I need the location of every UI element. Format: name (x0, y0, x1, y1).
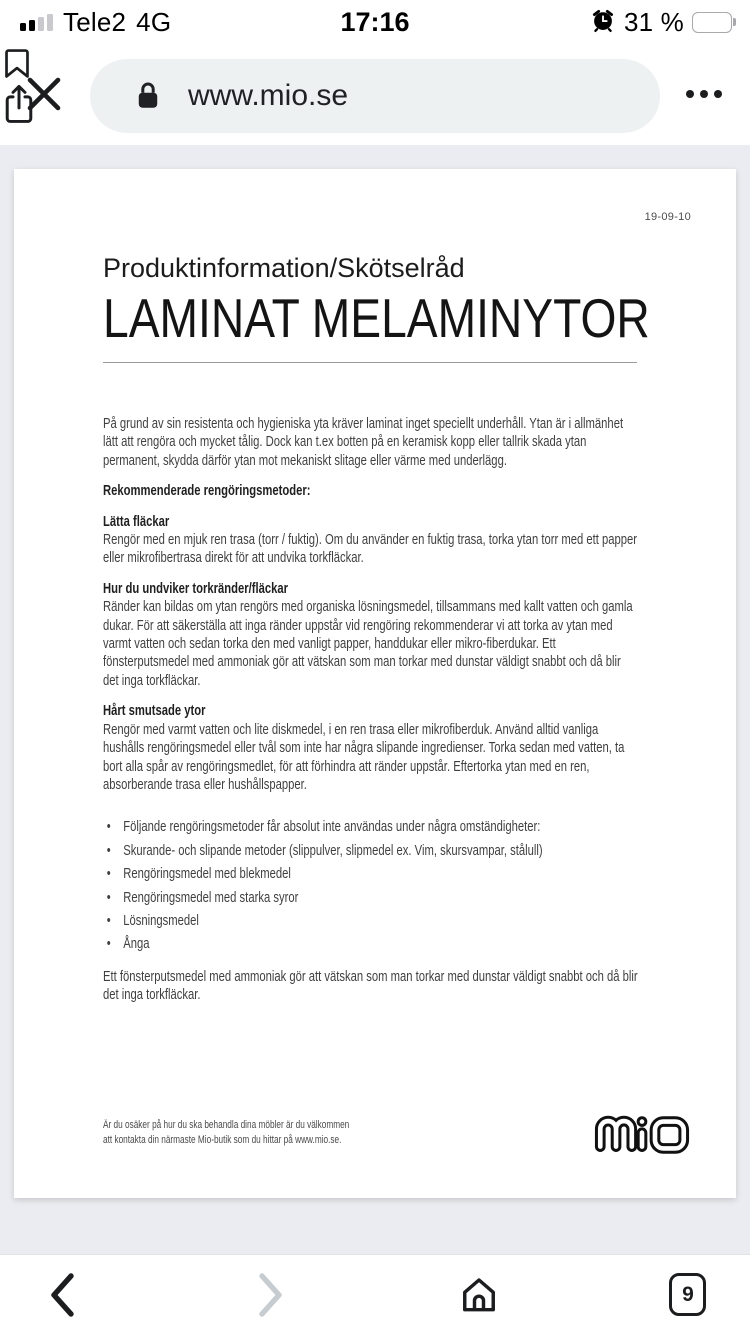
chevron-right-icon (256, 1272, 286, 1318)
recommended-methods-heading: Rekommenderade rengöringsmetoder: (103, 482, 311, 500)
address-bar[interactable] (90, 59, 660, 133)
url-text: www.mio.se (188, 79, 349, 112)
browser-toolbar (0, 44, 750, 145)
close-tab-button[interactable] (22, 72, 66, 116)
section-torkrander (103, 580, 639, 690)
more-options-button[interactable] (680, 72, 728, 116)
section-paragraph: Rengör med varmt vatten och lite diskmedel, i en ren trasa eller mikrofiberduk. Använd alltid vanliga hushålls rengöringsmedel eller tvål som inte har några slipande ingredienser. Torka sedan med vatten, ta bort alla spår av rengöringsmedlet, för att förhindra att ränder uppstår. Eftertorka ytan med en ren, absorberande trasa eller hushållspapper. (103, 720, 625, 793)
document-body (103, 415, 639, 1005)
mio-logo (591, 1101, 693, 1162)
section-latta-flackar (103, 513, 639, 568)
section-heading: Hur du undviker torkränder/fläckar (103, 579, 289, 597)
footer-line: Är du osäker på hur du ska behandla dina möbler är du välkommen (103, 1119, 350, 1131)
list-item: • Skurande- och slipande metoder (slippulver, slipmedel ex. Vim, skursvampar, stålull) (103, 842, 639, 860)
chevron-left-icon (47, 1272, 77, 1318)
document-subtitle: Produktinformation/Skötselråd (103, 253, 465, 283)
document-date: 19-09-10 (644, 211, 691, 223)
status-bar (0, 0, 750, 44)
network-type-label: 4G (136, 6, 172, 37)
intro-paragraph: På grund av sin resistenta och hygieniska yta kräver laminat inget speciellt underhåll. Ytan är i allmänhet lätt att rengöra och mycket tålig. Dock kan t.ex botten på en keramisk kopp eller tallrik skada ytan permanent, skydda därför ytan mot mekaniskt slitage eller värme med underlägg. (103, 415, 624, 469)
closing-paragraph: Ett fönsterputsmedel med ammoniak gör att vätskan som man torkar med dunstar väldigt snabbt och då blir det inga torkfläckar. (103, 967, 638, 1004)
tab-count-icon (669, 1273, 706, 1316)
alarm-icon (590, 7, 616, 38)
forward-button[interactable] (245, 1267, 297, 1323)
home-icon (458, 1274, 500, 1316)
list-item: • Rengöringsmedel med starka syror (103, 889, 639, 907)
section-heading: Hårt smutsade ytor (103, 702, 206, 720)
carrier-label: Tele2 (63, 6, 127, 37)
title-divider (103, 362, 637, 363)
footer-line: att kontakta din närmaste Mio-butik som du hittar på www.mio.se. (103, 1134, 342, 1146)
tab-count-label: 9 (682, 1282, 694, 1306)
section-heading: Lätta fläckar (103, 512, 170, 530)
list-item: • Rengöringsmedel med blekmedel (103, 865, 639, 883)
close-icon (24, 74, 64, 114)
clock-time: 17:16 (340, 6, 410, 37)
document-title: LAMINAT MELAMINYTOR (103, 287, 650, 349)
list-item: • Ånga (103, 935, 639, 953)
pdf-viewer[interactable] (0, 145, 750, 1254)
battery-icon (692, 11, 736, 33)
more-dots-icon (686, 90, 694, 98)
back-button[interactable] (36, 1267, 88, 1323)
list-item: • Lösningsmedel (103, 912, 639, 930)
list-item: • Följande rengöringsmetoder får absolut inte användas under några omständigheter: (103, 818, 639, 836)
tab-switcher-button[interactable] (662, 1267, 714, 1323)
section-paragraph: Ränder kan bildas om ytan rengörs med organiska lösningsmedel, tillsammans med kallt vatten och gamla dukar. För att säkerställa att inga ränder uppstår vid rengöring rekommenderar vi att torka av ytan med varmt vatten och sedan torka den med vanligt papper, handdukar eller mikro-fiberdukar. Ett fönsterputsmedel med ammoniak gör att vätskan som man torkar med dunstar väldigt snabbt och då blir det inga torkfläckar. (103, 598, 633, 689)
lock-icon (134, 80, 162, 113)
section-hart-smutsade (103, 702, 639, 794)
battery-percent-label: 31 % (623, 6, 684, 37)
pdf-page (14, 169, 736, 1198)
navigation-toolbar (0, 1254, 750, 1334)
footer-contact-text (103, 1118, 363, 1148)
home-button[interactable] (453, 1267, 505, 1323)
forbidden-methods-list (103, 818, 639, 953)
section-paragraph: Rengör med en mjuk ren trasa (torr / fuktig). Om du använder en fuktig trasa, torka ytan torr med ett papper eller mikrofibertrasa direkt för att undvika torkfläckar. (103, 531, 637, 567)
